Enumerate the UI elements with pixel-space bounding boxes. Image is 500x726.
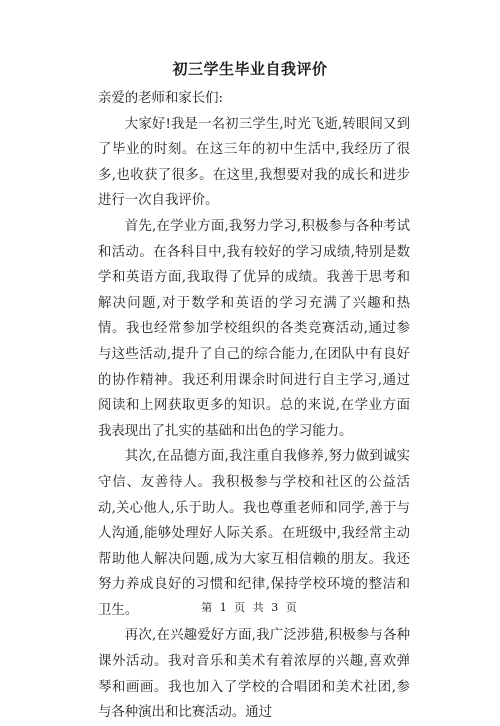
page-number-footer: 第 1 页 共 3 页 <box>201 601 299 614</box>
document-title: 初三学生毕业自我评价 <box>172 60 328 78</box>
paragraph-academics: 首先,在学业方面,我努力学习,积极参与各种考试和活动。在各科目中,我有较好的学习成绩,特别是数学和英语方面,我取得了优异的成绩。我善于思考和解决问题,对于数学和英语的学习充满了兴趣和热情。我也经常参加学校组织的各类竞赛活动,通过参与这些活动,提升了自己的综合能力,在团队中有良好的协作精神。我还利用课余时间进行自主学习,通过阅读和上网获取更多的知识。总的来说,在学业方面我表现出了扎实的基础和出色的学习能力。 <box>98 218 410 439</box>
document-body <box>98 86 410 726</box>
paragraph-hobbies: 再次,在兴趣爱好方面,我广泛涉猎,积极参与各种课外活动。我对音乐和美术有着浓厚的兴趣,喜欢弹琴和画画。我也加入了学校的合唱团和美术社团,参与各种演出和比赛活动。通过 <box>98 628 410 721</box>
paragraph-character: 其次,在品德方面,我注重自我修养,努力做到诚实守信、友善待人。我积极参与学校和社区的公益活动,关心他人,乐于助人。我也尊重老师和同学,善于与人沟通,能够处理好人际关系。在班级中,我经常主动帮助他人解决问题,成为大家互相信赖的朋友。我还努力养成良好的习惯和纪律,保持学校环境的整洁和卫生。 <box>98 449 410 618</box>
greeting: 亲爱的老师和家长们: <box>98 91 224 106</box>
paragraph-intro: 大家好!我是一名初三学生,时光飞逝,转眼间又到了毕业的时刻。在这三年的初中生活中,我经历了很多,也收获了很多。在这里,我想要对我的成长和进步进行一次自我评价。 <box>98 116 410 209</box>
